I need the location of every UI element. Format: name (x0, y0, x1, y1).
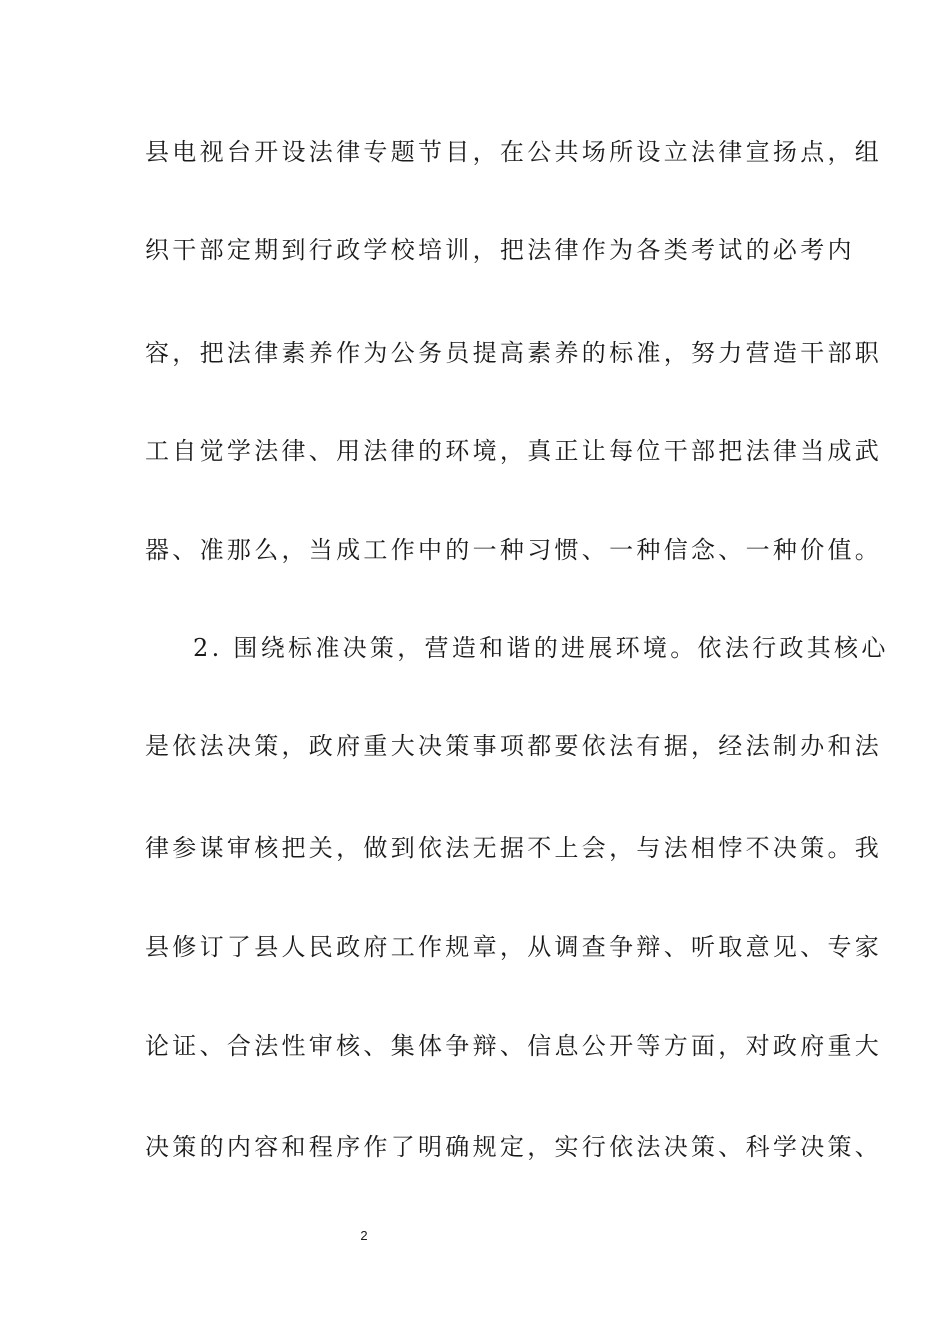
text-line-3: 容，把法律素养作为公务员提高素养的标准，努力营造干部职 (145, 339, 883, 367)
text-line-5: 器、准那么，当成工作中的一种习惯、一种信念、一种价值。 (145, 536, 883, 564)
text-line-7: 是依法决策，政府重大决策事项都要依法有据，经法制办和法 (145, 732, 883, 760)
text-line-2: 织干部定期到行政学校培训，把法律作为各类考试的必考内 (145, 236, 855, 264)
text-line-9: 县修订了县人民政府工作规章，从调查争辩、听取意见、专家 (145, 933, 883, 961)
text-line-6: 2. 围绕标准决策，营造和谐的进展环境。依法行政其核心 (193, 634, 889, 662)
text-line-10: 论证、合法性审核、集体争辩、信息公开等方面，对政府重大 (145, 1032, 883, 1060)
text-line-11: 决策的内容和程序作了明确规定，实行依法决策、科学决策、 (145, 1133, 883, 1161)
text-line-4: 工自觉学法律、用法律的环境，真正让每位干部把法律当成武 (145, 437, 883, 465)
text-line-8: 律参谋审核把关，做到依法无据不上会，与法相悖不决策。我 (145, 834, 883, 862)
text-line-1: 县电视台开设法律专题节目，在公共场所设立法律宣扬点，组 (145, 138, 883, 166)
page-number: 2 (360, 1228, 368, 1243)
